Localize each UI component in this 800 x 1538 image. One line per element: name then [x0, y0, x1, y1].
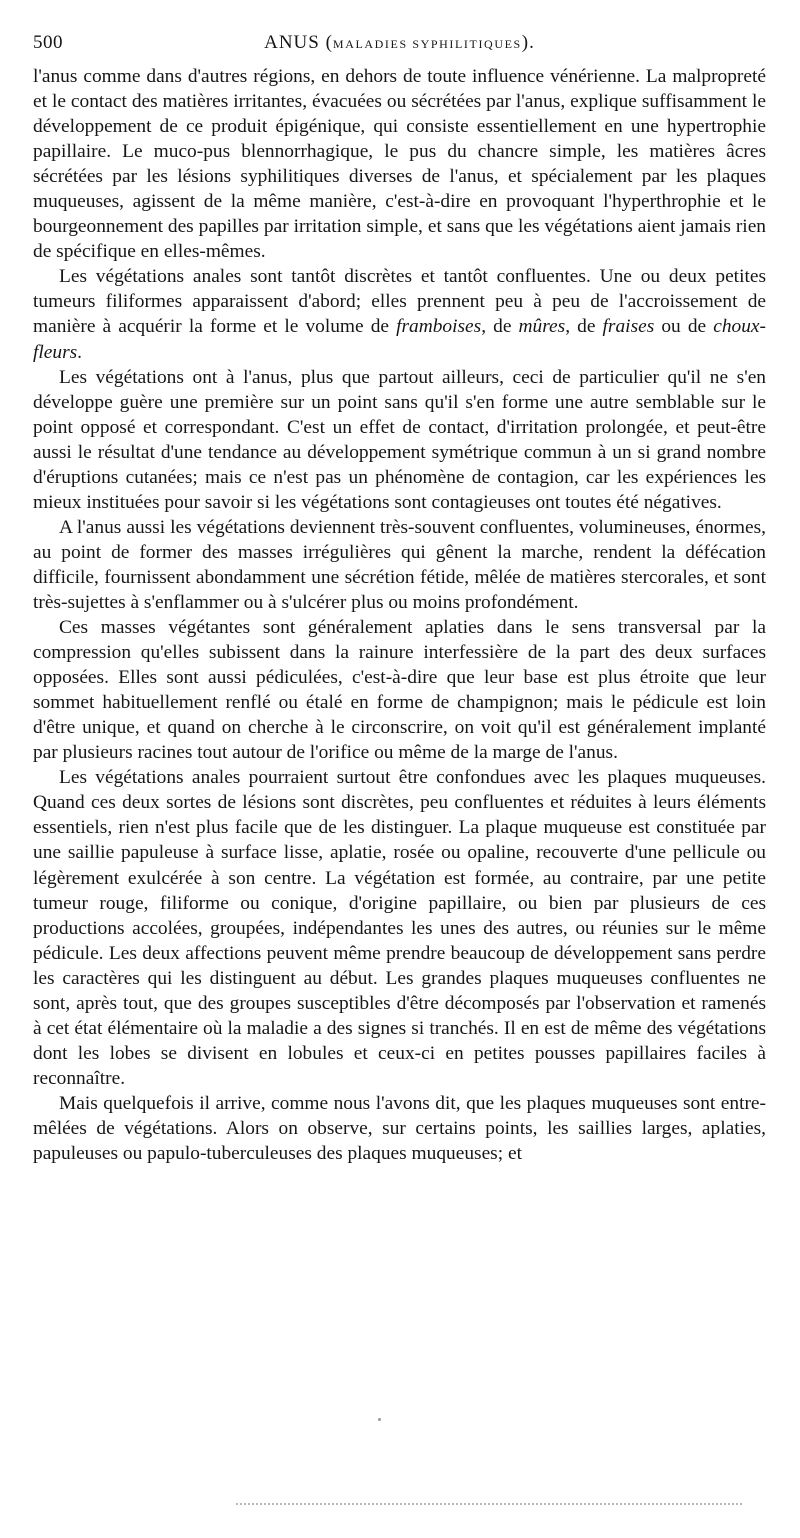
page — [33, 28, 766, 1166]
paragraph-4: A l'anus aussi les végétations deviennent très-souvent confluentes, volumineuses, énormes, au point de former des masses irrégulières qui gênent la marche, rendent la défécation difficile, fournissent abondamment une sécrétion fétide, mêlée de matières stercorales, et sont très-sujettes à s'enflammer ou à s'ulcérer plus ou moins profondément. — [33, 516, 766, 613]
paragraph-2-sep-3: ou de — [654, 316, 714, 338]
paragraph-2-sep-2: , de — [565, 316, 603, 338]
paragraph-5: Ces masses végétantes sont généralement aplaties dans le sens transversal par la compression qu'elles subissent dans la rainure interfessière de la part des deux surfaces opposées. Elles sont aussi pédiculées, c'est-à-dire que leur base est plus étroite que leur sommet habituellement renflé ou étalé en forme de champignon; mais le pédicule est loin d'être unique, et quand on cherche à le circonscrire, on voit qu'il est généralement implanté par plusieurs racines tout autour de l'orifice ou même de la marge de l'anus. — [33, 617, 766, 764]
paragraph-1: l'anus comme dans d'autres régions, en dehors de toute influence vénérienne. La malpropreté et le contact des matières irritantes, évacuées ou sécrétées par l'anus, explique suffisamment le développement de ce produit épigénique, qui consiste essentiellement en une hypertrophie papillaire. Le muco-pus blennorrhagique, le pus du chancre simple, les matières âcres sécrétées par les lésions syphilitiques diverses de l'anus, et spécialement par les plaques muqueuses, agissent de la même manière, c'est-à-dire en provoquant l'hyperthrophie et le bourgeonnement des papilles par irritation simple, et sans que les végétations aient jamais rien de spécifique en elles-mêmes. — [33, 66, 766, 263]
running-title — [33, 32, 766, 54]
page-number: 500 — [33, 32, 63, 53]
paragraph-2-end: . — [77, 341, 83, 363]
paragraph-2-sep-1: , de — [481, 316, 519, 338]
running-title-end: ). — [521, 32, 535, 53]
paragraph-3: Les végétations ont à l'anus, plus que partout ailleurs, ceci de particulier qu'il ne s'en développe guère une première sur un point sans qu'il s'en forme une autre semblable sur le point opposé et correspondant. C'est un effet de contact, d'irritation prolongée, et peut-être aussi le résultat d'une tendance au développement symétrique commun à un si grand nombre d'éruptions cutanées; mais ce n'est pas un phénomène de contagion, car les expériences les mieux instituées pour savoir si les végétations sont contagieuses ont toutes été négatives. — [33, 366, 766, 513]
paragraph-2-text: Les végétations anales sont tantôt discrètes et tantôt confluentes. Une ou deux petites tumeurs filiformes apparaissent d'abord; elles prennent peu à peu de l'accroissement de manière à acquérir la forme et le volume de — [33, 266, 766, 338]
paragraph-2 — [33, 264, 766, 364]
term-choux-fleurs: choux-fleurs — [33, 316, 766, 363]
scan-speck — [378, 1418, 381, 1421]
term-framboises: framboises — [396, 316, 482, 338]
bottom-bleed-rule — [236, 1503, 742, 1505]
term-fraises: fraises — [602, 316, 655, 338]
body-text — [33, 64, 766, 1166]
running-title-main: ANUS ( — [264, 32, 333, 53]
paragraph-6: Les végétations anales pourraient surtout être confondues avec les plaques muqueuses. Quand ces deux sortes de lésions sont discrètes, peu confluentes et réduites à leurs éléments essentiels, rien n'est plus facile que de les distinguer. La plaque muqueuse est constituée par une saillie papuleuse à surface lisse, aplatie, rosée ou opaline, recouverte d'une pellicule ou légèrement exulcérée à son centre. La végétation est formée, au contraire, par une petite tumeur rouge, filiforme ou conique, d'origine papillaire, ou bien par plusieurs de ces productions accolées, groupées, indépendantes les unes des autres, ou réunies sur le même pédicule. Les deux affections peuvent même prendre beaucoup de développement sans perdre les caractères qui les distinguent au début. Les grandes plaques muqueuses confluentes ne sont, après tout, que des groupes susceptibles d'être décomposés par l'observation et ramenés à cet état élémentaire où la maladie a des signes si tranchés. Il en est de même des végétations dont les lobes se divisent en lobules et ceux-ci en petites pousses papillaires faciles à reconnaître. — [33, 767, 766, 1089]
running-header — [33, 28, 766, 64]
paragraph-7: Mais quelquefois il arrive, comme nous l'avons dit, que les plaques muqueuses sont entre-mêlées de végétations. Alors on observe, sur certains points, les saillies larges, aplaties, papuleuses ou papulo-tuberculeuses des plaques muqueuses; et — [33, 1092, 766, 1165]
running-title-smallcaps: MALADIES SYPHILITIQUES — [332, 37, 522, 51]
term-mures: mûres — [518, 316, 566, 338]
